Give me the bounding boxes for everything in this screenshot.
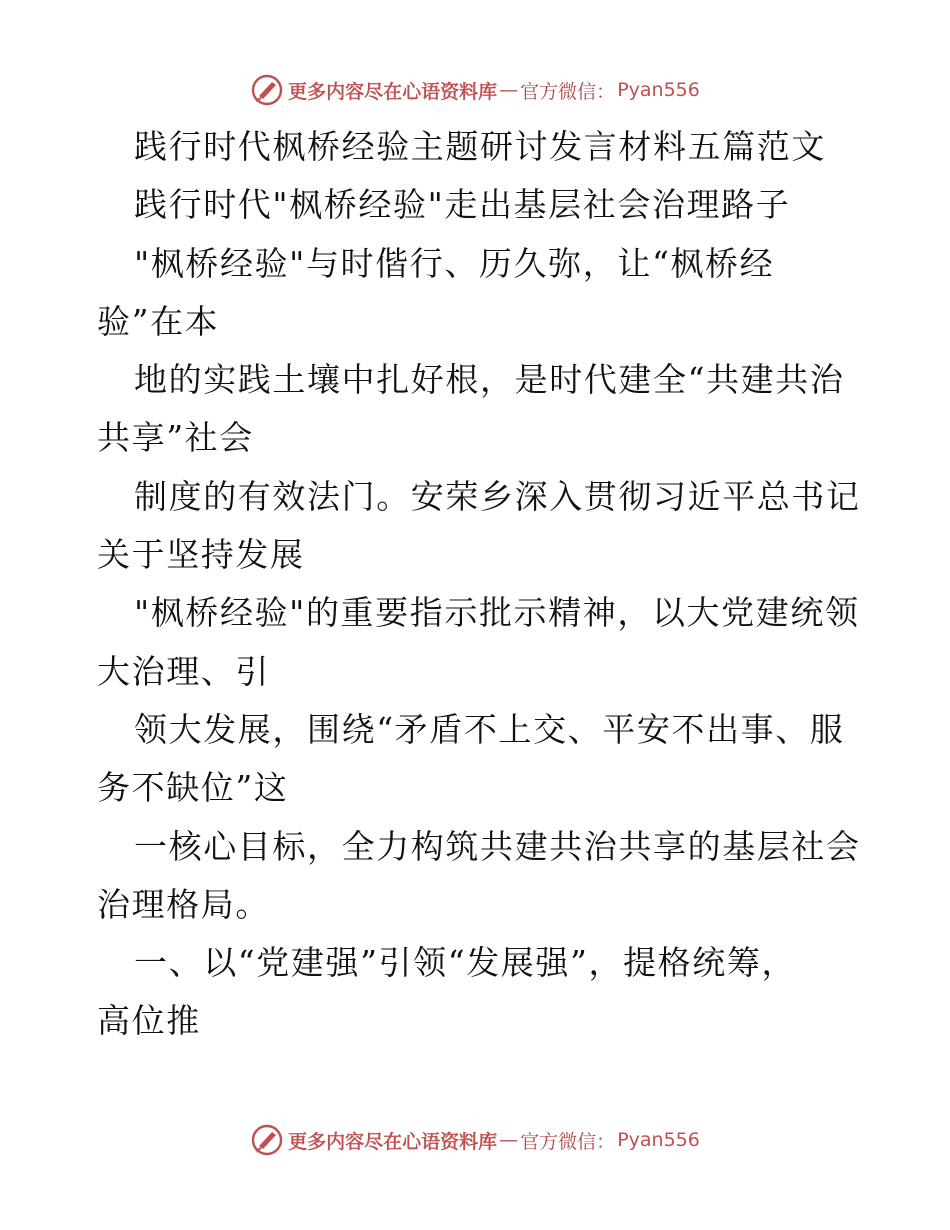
- doc-line: 高位推: [97, 1001, 201, 1041]
- watermark-header: [0, 70, 950, 110]
- doc-line: "枫桥经验"与时偕行、历久弥，让“枫桥经: [134, 243, 775, 283]
- pen-seal-logo-icon: [250, 1123, 284, 1157]
- watermark-main-text: 更多内容尽在心语资料库: [288, 80, 498, 103]
- doc-line: 共享”社会: [97, 418, 254, 458]
- watermark-main-text: 更多内容尽在心语资料库: [288, 1130, 498, 1153]
- doc-line: 一核心目标，全力构筑共建共治共享的基层社会: [134, 826, 861, 866]
- doc-line: 大治理、引: [97, 651, 270, 691]
- doc-line: 治理格局。: [97, 884, 270, 924]
- pen-seal-logo-icon: [250, 73, 284, 107]
- doc-title: 践行时代枫桥经验主题研讨发言材料五篇范文: [134, 127, 826, 166]
- doc-line: 制度的有效法门。安荣乡深入贯彻习近平总书记: [134, 476, 861, 516]
- doc-subtitle: 践行时代"枫桥经验"走出基层社会治理路子: [134, 185, 791, 225]
- document-body: [97, 118, 867, 1051]
- watermark-wechat-id: Pyan556: [617, 1129, 700, 1151]
- watermark-dash: —: [499, 1129, 519, 1151]
- watermark-wechat-label: 官方微信：: [520, 80, 616, 103]
- doc-line: 验”在本: [97, 301, 220, 341]
- doc-line: "枫桥经验"的重要指示批示精神，以大党建统领: [134, 593, 860, 633]
- doc-section-heading: 一、以“党建强”引领“发展强”，提格统筹，: [134, 943, 797, 983]
- watermark-footer: [0, 1120, 950, 1160]
- watermark-wechat-id: Pyan556: [617, 79, 700, 101]
- doc-line: 领大发展，围绕“矛盾不上交、平安不出事、服: [134, 709, 845, 749]
- doc-line: 关于坚持发展: [97, 535, 305, 575]
- watermark-dash: —: [499, 79, 519, 101]
- doc-line: 务不缺位”这: [97, 768, 289, 808]
- watermark-wechat-label: 官方微信：: [520, 1130, 616, 1153]
- doc-line: 地的实践土壤中扎好根，是时代建全“共建共治: [134, 360, 845, 400]
